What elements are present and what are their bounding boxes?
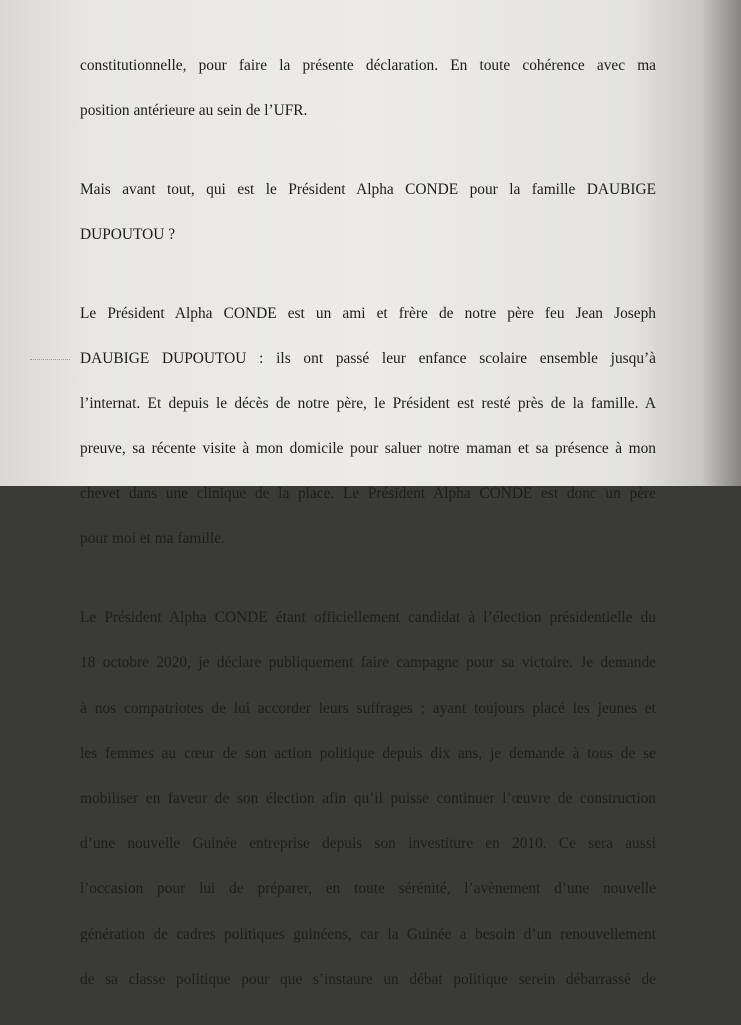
text-line: Le Président Alpha CONDE étant officiellement candidat à l’élection présidentielle du bbox=[80, 609, 656, 627]
text-line: Le Président Alpha CONDE est un ami et frère de notre père feu Jean Joseph bbox=[80, 304, 656, 322]
text-line: constitutionnelle, pour faire la présente déclaration. En toute cohérence avec ma bbox=[80, 56, 656, 74]
paragraph-2 bbox=[80, 156, 656, 269]
text-line: à nos compatriotes de lui accorder leurs suffrages ; ayant toujours placé les jeunes et bbox=[80, 699, 656, 717]
text-line: DUPOUTOU ? bbox=[80, 225, 176, 243]
page-shadow bbox=[701, 0, 741, 486]
paragraph-3 bbox=[80, 280, 656, 574]
text-line: preuve, sa récente visite à mon domicile pour saluer notre maman et sa présence à mon bbox=[80, 440, 656, 458]
text-line: mobiliser en faveur de son élection afin qu’il puisse continuer l’œuvre de construction bbox=[80, 790, 656, 807]
text-line: de sa classe politique pour que s’instaure un débat politique serein débarrassé de bbox=[80, 970, 656, 988]
text-line: d’une nouvelle Guinée entreprise depuis son investiture en 2010. Ce sera aussi bbox=[80, 835, 656, 853]
paragraph-1 bbox=[80, 32, 656, 145]
margin-dots bbox=[30, 359, 70, 361]
text-line: l’internat. Et depuis le décès de notre père, le Président est resté près de la famille. A bbox=[80, 394, 656, 412]
text-line: DAUBIGE DUPOUTOU : ils ont passé leur enfance scolaire ensemble jusqu’à bbox=[80, 349, 656, 367]
text-line: génération de cadres politiques guinéens, car la Guinée a besoin d’un renouvellement bbox=[80, 925, 656, 943]
text-line: l’occasion pour lui de préparer, en toute sérénité, l’avènement d’une nouvelle bbox=[80, 880, 656, 898]
text-line: 18 octobre 2020, je déclare publiquement faire campagne pour sa victoire. Je demande bbox=[80, 654, 656, 672]
paragraph-4 bbox=[80, 585, 656, 1014]
text-line: Mais avant tout, qui est le Président Alpha CONDE pour la famille DAUBIGE bbox=[80, 180, 656, 198]
text-line: pour moi et ma famille. bbox=[80, 530, 225, 548]
text-line: les femmes au cœur de son action politique depuis dix ans, je demande à tous de se bbox=[80, 744, 656, 762]
document-body bbox=[80, 32, 656, 1025]
text-line: position antérieure au sein de l’UFR. bbox=[80, 101, 308, 119]
text-line: chevet dans une clinique de la place. Le Président Alpha CONDE est donc un père bbox=[80, 485, 656, 503]
